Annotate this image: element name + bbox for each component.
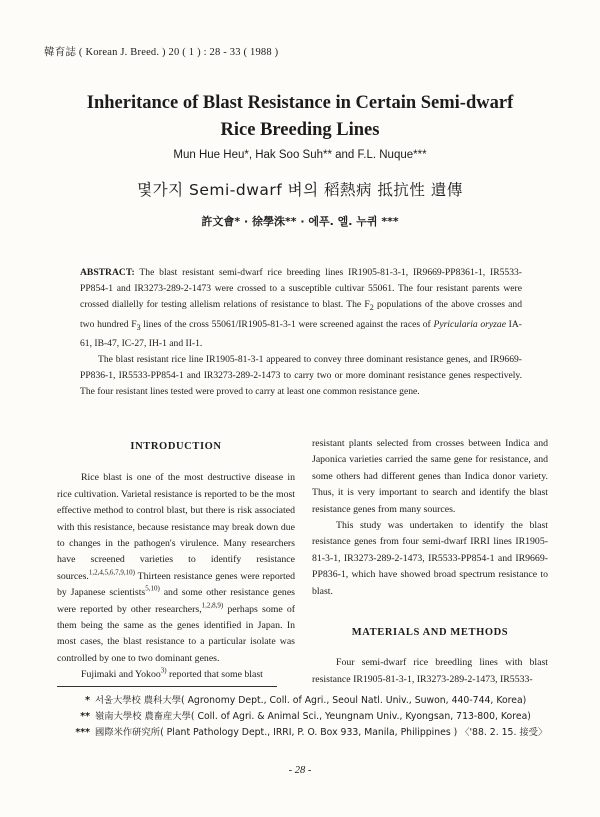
- intro-paragraph-2: [57, 667, 295, 683]
- page-number: - 28 -: [288, 765, 312, 776]
- subscript: 3: [136, 322, 141, 332]
- left-column: [57, 436, 295, 684]
- body-text: reported that some blast: [166, 669, 263, 681]
- footnote-divider: [57, 686, 277, 687]
- footnote-text: 國際米作硏究所( Plant Pathology Dept., IRRI, P. O. Box 933, Manila, Philippines ) 〈'88. 2. 15. 接受〉: [95, 727, 548, 738]
- title-line-1: Inheritance of Blast Resistance in Certain Semi-dwarf: [86, 93, 514, 113]
- footnote-mark: *: [85, 695, 90, 706]
- footnote: [62, 709, 550, 725]
- abstract-text: populations of the above crosses and two hundred F: [80, 299, 523, 330]
- korean-authors: 許文會* · 徐學洙** · 에푸. 엘. 누퀴 ***: [201, 215, 399, 228]
- footnote-mark: **: [80, 711, 90, 722]
- korean-title: 몇가지 Semi-dwarf 벼의 稻熱病 抵抗性 遺傳: [137, 181, 463, 199]
- footnote: [62, 693, 550, 709]
- footnote-text: 嶺南大學校 農畜産大學( Coll. of Agri. & Animal Sci., Yeungnam Univ., Kyongsan, 713-800, Korea): [95, 711, 531, 722]
- intro-paragraph-3: resistant plants selected from crosses between Indica and Japonica varieties carried the same gene for resistance, and some others had different genes than Indica donor variety. Thus, it is very important to search and identify the blast resistance genes from many sources.: [312, 438, 548, 515]
- introduction-heading: INTRODUCTION: [130, 441, 222, 452]
- footnotes: [62, 693, 550, 741]
- body-text: Thirteen resistance genes were reported by Japanese scientists: [57, 570, 295, 599]
- abstract-text: The blast resistant semi-dwarf rice breeding lines IR1905-81-3-1, IR9669-PP8361-1, IR5533-PP854-1 and IR3273-289-2-1473 were crossed to a susceptible cultivar 55061. The four resistant parents were crossed diallelly for testing allelism relations of resistance to blast. The F: [80, 267, 522, 311]
- body-text: Rice blast is one of the most destructive disease in rice cultivation. Varietal resistance is reported to be the most effective method to control blast, but there is risk associated with this resistance, because resistance may break down due to changes in the pathogen's virulence. Many researchers have screened varieties to identify resistance sources.: [57, 472, 295, 582]
- subscript: 2: [369, 303, 374, 313]
- journal-reference: 韓育誌 ( Korean J. Breed. ) 20 ( 1 ) : 28 - 33 ( 1988 ): [44, 47, 279, 58]
- paper-title: [40, 90, 560, 144]
- species-name: Pyricularia oryzae: [433, 318, 506, 330]
- intro-paragraph-1: [57, 470, 295, 667]
- citation: 1,2,8,9): [201, 601, 224, 610]
- abstract-label: ABSTRACT:: [80, 267, 135, 278]
- intro-paragraph-4: This study was undertaken to identify the blast resistance genes from four semi-dwarf IRRI lines IR1905-81-3-1, IR3273-289-2-1473, IR5533-PP854-1 and IR9669-PP836-1, which have showed broad spectrum resistance to blast.: [312, 520, 548, 597]
- footnote-text: 서울大學校 農科大學( Agronomy Dept., Coll. of Agri., Seoul Natl. Univ., Suwon, 440-744, Korea): [95, 695, 527, 706]
- body-text: perhaps some of them being the same as the genes identified in Japan. In most cases, the blast resistance to a particular isolate was controlled by one to two dominant genes.: [57, 603, 295, 664]
- body-text: and some other resistance genes were reported by other researchers,: [57, 587, 295, 615]
- citation: 5,10): [145, 584, 160, 593]
- footnote-mark: ***: [75, 727, 90, 738]
- body-text: Fujimaki and Yokoo: [81, 669, 161, 681]
- abstract-text: IA-61, IB-47, IC-27, IH-1 and II-1.: [80, 318, 522, 349]
- materials-methods-heading: MATERIALS AND METHODS: [351, 627, 509, 639]
- citation: 1,2,4,5,6,7,9,10): [88, 568, 135, 577]
- right-column: [312, 436, 548, 688]
- abstract-paragraph-1: [80, 265, 522, 352]
- abstract: [80, 265, 522, 400]
- abstract-text: lines of the cross 55061/IR1905-81-3-1 were screened against the races of: [140, 318, 434, 330]
- authors: Mun Hue Heu*, Hak Soo Suh** and F.L. Nuque***: [173, 149, 427, 161]
- title-line-2: Rice Breeding Lines: [220, 120, 380, 140]
- footnote: [62, 725, 550, 741]
- abstract-paragraph-2: The blast resistant rice line IR1905-81-3-1 appeared to convey three dominant resistance genes, and IR9669-PP836-1, IR5533-PP854-1 and IR3273-289-2-1473 to carry two or more dominant resistance genes respectively. The four resistant lines tested were proved to carry at least one common resistance gene.: [80, 353, 522, 398]
- citation: 3): [160, 667, 167, 676]
- methods-paragraph-1: Four semi-dwarf rice breedling lines with blast resistance IR1905-81-3-1, IR3273-289-2-1473, IR5533-: [312, 657, 548, 685]
